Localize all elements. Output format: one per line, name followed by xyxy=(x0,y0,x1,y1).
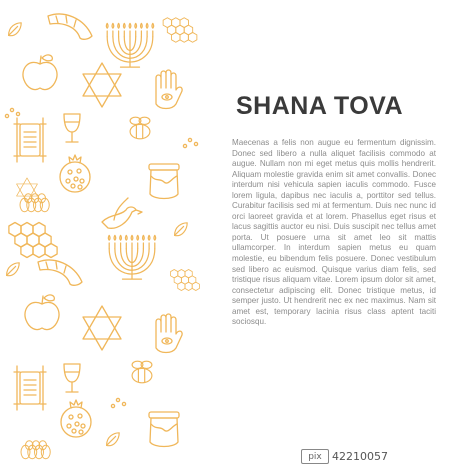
honey-icon xyxy=(149,164,179,199)
pattern-artwork xyxy=(0,0,206,469)
pomegranate-icon xyxy=(61,400,91,437)
shofar-icon xyxy=(48,14,92,39)
star-icon xyxy=(83,63,121,107)
apple-icon xyxy=(25,295,59,330)
bee-icon xyxy=(130,117,150,139)
star-icon xyxy=(17,178,38,202)
leaf-icon xyxy=(7,263,20,276)
honeycomb-icon xyxy=(163,18,197,43)
glass-icon xyxy=(64,114,80,142)
watermark-id: 42210057 xyxy=(332,450,388,463)
dots-icon xyxy=(5,108,19,117)
holiday-pattern-panel xyxy=(0,0,206,469)
leaf-icon xyxy=(107,433,120,446)
bee-icon xyxy=(132,361,152,383)
leaf-icon xyxy=(175,223,188,236)
glass-icon xyxy=(64,364,80,392)
honey-icon xyxy=(149,412,179,447)
hamsa-icon xyxy=(156,314,182,353)
leaf-icon xyxy=(9,23,22,36)
dots-icon xyxy=(183,138,197,147)
torah-icon xyxy=(14,366,46,410)
honeycomb-icon xyxy=(171,270,200,291)
pomegranate-icon xyxy=(60,155,90,192)
stock-watermark xyxy=(298,448,391,465)
page-title: SHANA TOVA xyxy=(236,92,404,120)
honeycomb-icon xyxy=(9,223,57,258)
dove-icon xyxy=(102,198,142,228)
body-paragraph: Maecenas a felis non augue eu fermentum dignissim. Donec sed libero a nulla aliquet facilisis commodo at augue. Nullam non mi eget metus quis mollis hendrerit. Aliquam molestie gravida enim sit amet convallis. Donec interdum nisi vehicula sapien iaculis commodo. Fusce lorem ligula, dapibus nec iaculis a, porttitor sed tellus. Curabitur facilisis sed mi at fermentum. Duis nec nunc id orci laoreet gravida et at lorem. Phasellus eget risus et lacus sagittis auctor eu nisi. Duis suscipit nec tellus amet porta. Ut posuere urna sit amet leo sit mattis ullamcorper. In interdum sapien metus eu quam molestie, eu bibendum felis posuere. Donec vestibulum sed libero ac euismod. Quisque varius diam felis, sed tristique risus aliquam vitae. Lorem ipsum dolor sit amet, consectetur adipiscing elit. Donec tristique metus, id semper justo. Ut hendrerit nec ex nec maximus. Nam sit amet est, temporary lacinia risus class aptent taciti sociosqu. xyxy=(232,138,436,327)
apple-icon xyxy=(23,55,57,90)
torah-icon xyxy=(14,118,46,162)
menorah-icon xyxy=(108,235,155,279)
hamsa-icon xyxy=(156,70,182,109)
shofar-icon xyxy=(38,260,82,285)
challah-icon xyxy=(20,194,49,212)
challah-icon xyxy=(21,441,50,459)
star-icon xyxy=(83,306,121,350)
watermark-logo-icon: pix xyxy=(301,449,329,464)
dots-icon xyxy=(111,398,125,407)
menorah-icon xyxy=(106,23,153,67)
